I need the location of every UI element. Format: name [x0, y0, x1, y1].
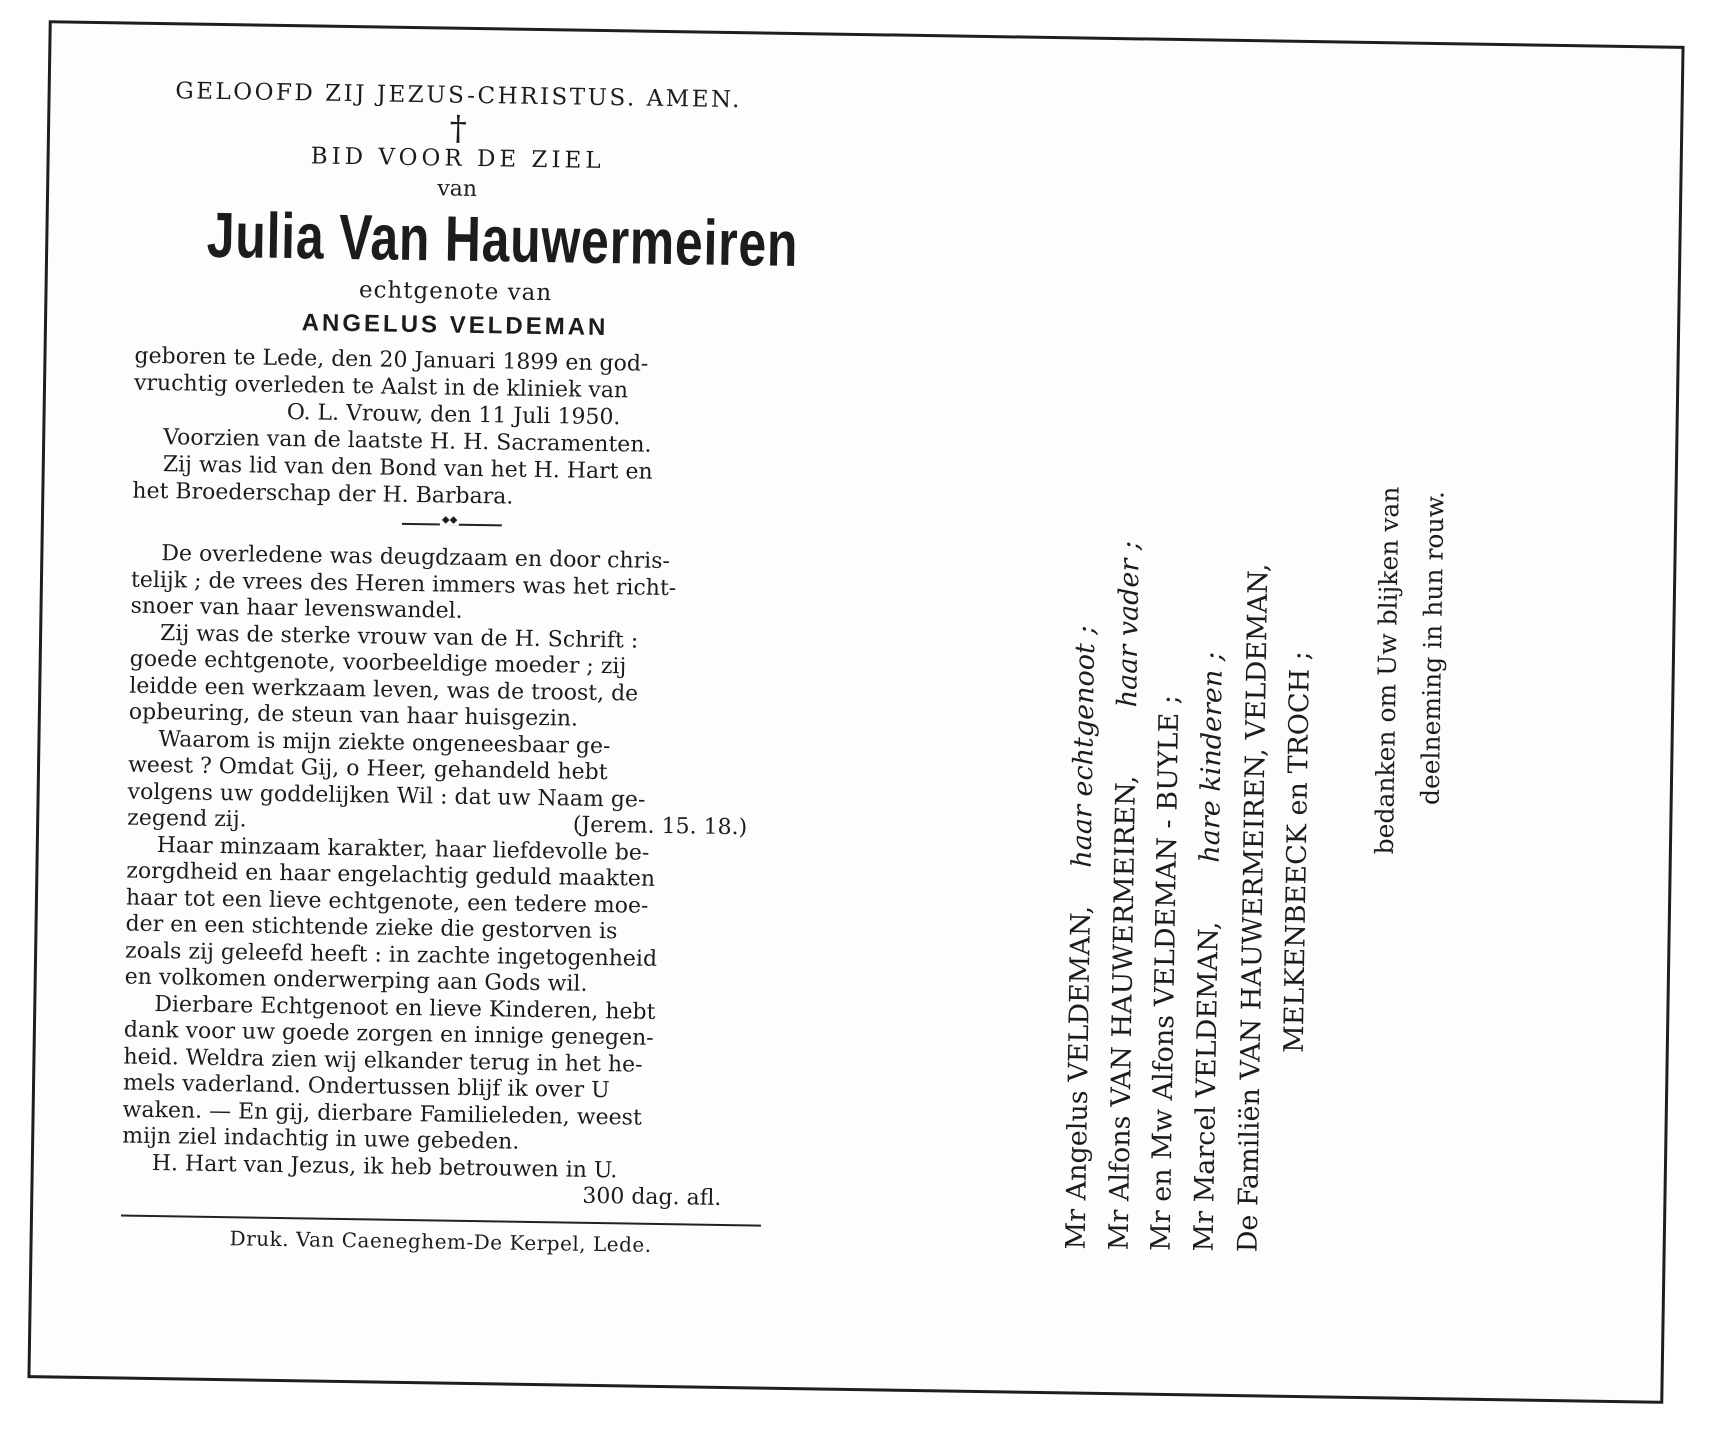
indulgence: 300 dag. afl. [582, 1183, 722, 1211]
bio-line: Zij was lid van den Bond van het H. Hart en [162, 452, 653, 485]
family-line-6 [1278, 650, 1317, 1054]
text-line: Waarom is mijn ziekte ongeneesbaar ge- [158, 726, 611, 759]
bible-citation: (Jerem. 15. 18.) [572, 812, 748, 841]
text-line: der en een stichtende zieke die gestorven is [125, 911, 618, 945]
ornament-divider [402, 523, 502, 527]
thanks-text: bedanken om Uw blijken van [1369, 486, 1405, 855]
bid-line: BID VOOR DE ZIEL [310, 143, 605, 174]
cross-icon: † [449, 108, 467, 149]
family-line-5 [1232, 362, 1276, 1253]
text-line: zorgdheid en haar engelachtig geduld maakten [126, 858, 656, 892]
text-line: zoals zij geleefd heeft : in zachte ingetogenheid [124, 938, 658, 972]
family-line-1 [1060, 419, 1103, 1250]
family-role: hare kinderen ; [1194, 651, 1229, 863]
text-line: volgens uw goddelijken Wil : dat uw Naam ge- [127, 779, 646, 813]
text-line: waken. — En gij, dierbare Familieleden, weest [122, 1097, 642, 1131]
text-line: goede echtgenote, voorbeeldige moeder ; zij [129, 646, 627, 680]
text-line: telijk ; de vrees des Heren immers was het richt- [130, 567, 677, 601]
text-line: De overledene was deugdzaam en door chris- [161, 541, 671, 575]
bio-line: O. L. Vrouw, den 11 Juli 1950. [286, 400, 621, 431]
spouse-name: ANGELUS VELDEMAN [301, 309, 609, 342]
text-line: Zij was de sterke vrouw van de H. Schrift : [159, 620, 639, 654]
bio-line: geboren te Lede, den 20 Januari 1899 en god- [134, 343, 649, 377]
text-line: Haar minzaam karakter, haar liefdevolle be- [156, 832, 650, 866]
text-line: H. Hart van Jezus, ik heb betrouwen in U. [151, 1150, 618, 1183]
family-name: Mr Alfons VAN HAUWERMEIREN, [1103, 775, 1143, 1251]
text-line: haar tot een lieve echtgenote, een tedere moe- [125, 885, 649, 919]
text-line: snoer van haar levenswandel. [130, 593, 463, 624]
text-line: heid. Weldra zien wij elkander terug in het he- [123, 1044, 643, 1078]
family-role: haar echtgenoot ; [1066, 624, 1102, 868]
thanks-line-1 [1369, 404, 1405, 855]
family-role: haar vader ; [1112, 540, 1146, 708]
prayer-header: GELOOFD ZIJ JEZUS-CHRISTUS. AMEN. [175, 78, 743, 114]
family-name: MELKENBEECK en TROCH ; [1278, 650, 1317, 1054]
family-name: Mr en Mw Alfons VELDEMAN - BUYLE ; [1145, 694, 1186, 1252]
left-panel [121, 78, 799, 1257]
family-name: Mr Angelus VELDEMAN, [1060, 905, 1097, 1250]
text-line: Dierbare Echtgenoot en lieve Kinderen, hebt [154, 991, 656, 1025]
printer-credit: Druk. Van Caeneghem-De Kerpel, Lede. [229, 1226, 652, 1257]
biography [132, 343, 774, 515]
bio-line: het Broederschap der H. Barbara. [132, 478, 514, 510]
text-line: dank voor uw goede zorgen en innige genegen- [123, 1017, 654, 1051]
text-line: weest ? Omdat Gij, o Heer, gehandeld hebt [127, 752, 608, 786]
thanks-line-2 [1415, 465, 1450, 806]
family-line-3 [1145, 694, 1186, 1252]
family-name: De Familiën VAN HAUWERMEIREN, VELDEMAN, [1232, 563, 1275, 1253]
text-line: mels vaderland. Ondertussen blijf ik over U [122, 1070, 610, 1104]
text-line: leidde een werkzaam leven, was de troost, de [129, 673, 639, 707]
bio-line: Voorzien van de laatste H. H. Sacramenten. [163, 425, 652, 458]
bio-line: vruchtig overleden te Aalst in de kliniek van [133, 370, 629, 404]
text-line: opbeuring, de steun van haar huisgezin. [128, 699, 579, 732]
memorial-card [27, 20, 1684, 1404]
deceased-name: Julia Van Hauwermeiren [206, 198, 799, 281]
family-line-2 [1103, 310, 1148, 1251]
bottom-rule [121, 1215, 761, 1227]
van-line: van [437, 176, 478, 202]
spouse-intro: echtgenote van [358, 277, 553, 307]
thanks-text: deelneming in hun rouw. [1415, 490, 1450, 806]
body-text [122, 541, 772, 1187]
text-fragment: zegend zij. [127, 805, 247, 833]
text-line: en volkomen onderwerping aan Gods wil. [124, 964, 588, 997]
family-line-4 [1188, 471, 1230, 1252]
text-line: mijn ziel indachtig in uwe gebeden. [122, 1123, 520, 1155]
family-name: Mr Marcel VELDEMAN, [1188, 921, 1225, 1252]
